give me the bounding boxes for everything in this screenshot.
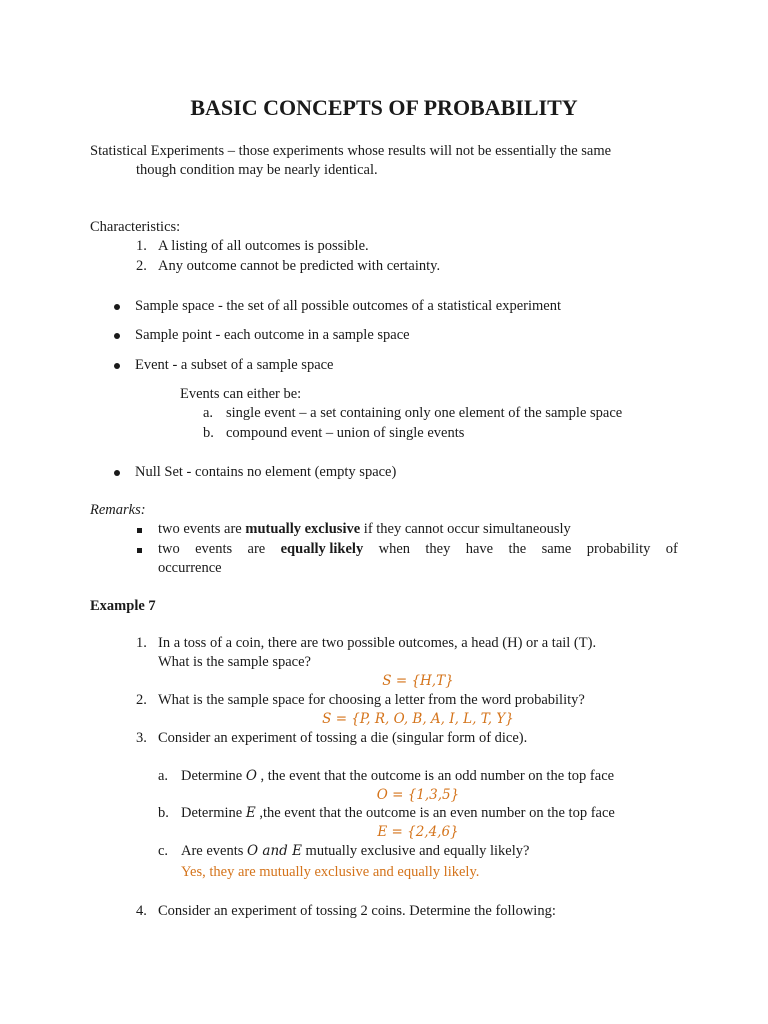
bullet-marker — [114, 462, 120, 482]
example-heading: Example 7 — [90, 598, 156, 614]
remark-marker — [137, 519, 142, 539]
bullet-marker — [114, 296, 120, 316]
question-number-2: 2. — [136, 692, 147, 708]
characteristic-number-1: 1. — [136, 238, 147, 254]
answer-3c: Yes, they are mutually exclusive and equally likely. — [181, 864, 480, 880]
bullet-marker — [114, 325, 120, 345]
bullet-null-set: Null Set - contains no element (empty space) — [135, 464, 397, 480]
sub-question-c: Are events O and E mutually exclusive and equally likely? — [181, 843, 530, 859]
events-heading: Events can either be: — [180, 386, 302, 402]
answer-2: S = {P, R, O, B, A, I, L, T, Y} — [322, 711, 514, 727]
characteristic-text-2: Any outcome cannot be predicted with certainty. — [158, 258, 441, 274]
question-2: What is the sample space for choosing a letter from the word probability? — [158, 692, 585, 708]
definition-line-1: Statistical Experiments – those experiments whose results will not be essentially the same — [90, 143, 612, 159]
question-3: Consider an experiment of tossing a die (singular form of dice). — [158, 730, 528, 746]
page-title: BASIC CONCEPTS OF PROBABILITY — [190, 95, 578, 120]
bullet-sample-point: Sample point - each outcome in a sample space — [135, 327, 410, 343]
remarks-heading: Remarks: — [90, 502, 146, 518]
sub-question-b: Determine E ,the event that the outcome is an even number on the top face — [181, 805, 615, 821]
remark-mutually-exclusive: two events are mutually exclusive if they cannot occur simultaneously — [158, 521, 571, 537]
question-number-1: 1. — [136, 635, 147, 651]
question-4: Consider an experiment of tossing 2 coins. Determine the following: — [158, 903, 556, 919]
bullet-event: Event - a subset of a sample space — [135, 357, 334, 373]
sub-question-a: Determine O , the event that the outcome is an odd number on the top face — [181, 768, 615, 784]
question-1-line-1: In a toss of a coin, there are two possible outcomes, a head (H) or a tail (T). — [158, 635, 597, 651]
event-single: single event – a set containing only one element of the sample space — [226, 405, 623, 421]
remark-equally-likely-cont: occurrence — [158, 560, 222, 576]
sub-letter-c: c. — [158, 843, 169, 859]
event-compound: compound event – union of single events — [226, 425, 465, 441]
answer-1: S = {H,T} — [382, 673, 454, 689]
answer-3b: E = {2,4,6} — [377, 824, 459, 840]
remark-equally-likely: two events are equally likely when they have the same probability of — [158, 541, 678, 557]
bullet-marker — [114, 355, 120, 375]
definition-line-2: though condition may be nearly identical. — [136, 162, 378, 178]
characteristic-text-1: A listing of all outcomes is possible. — [158, 238, 369, 254]
event-letter-a: a. — [203, 405, 214, 421]
question-1-line-2: What is the sample space? — [158, 654, 311, 670]
answer-3a: O = {1,3,5} — [376, 787, 460, 803]
question-number-4: 4. — [136, 903, 147, 919]
sub-letter-b: b. — [158, 805, 169, 821]
characteristics-heading: Characteristics: — [90, 219, 181, 235]
sub-letter-a: a. — [158, 768, 169, 784]
remark-marker — [137, 539, 142, 559]
characteristic-number-2: 2. — [136, 258, 147, 274]
event-letter-b: b. — [203, 425, 214, 441]
question-number-3: 3. — [136, 730, 147, 746]
bullet-sample-space: Sample space - the set of all possible outcomes of a statistical experiment — [135, 298, 562, 314]
